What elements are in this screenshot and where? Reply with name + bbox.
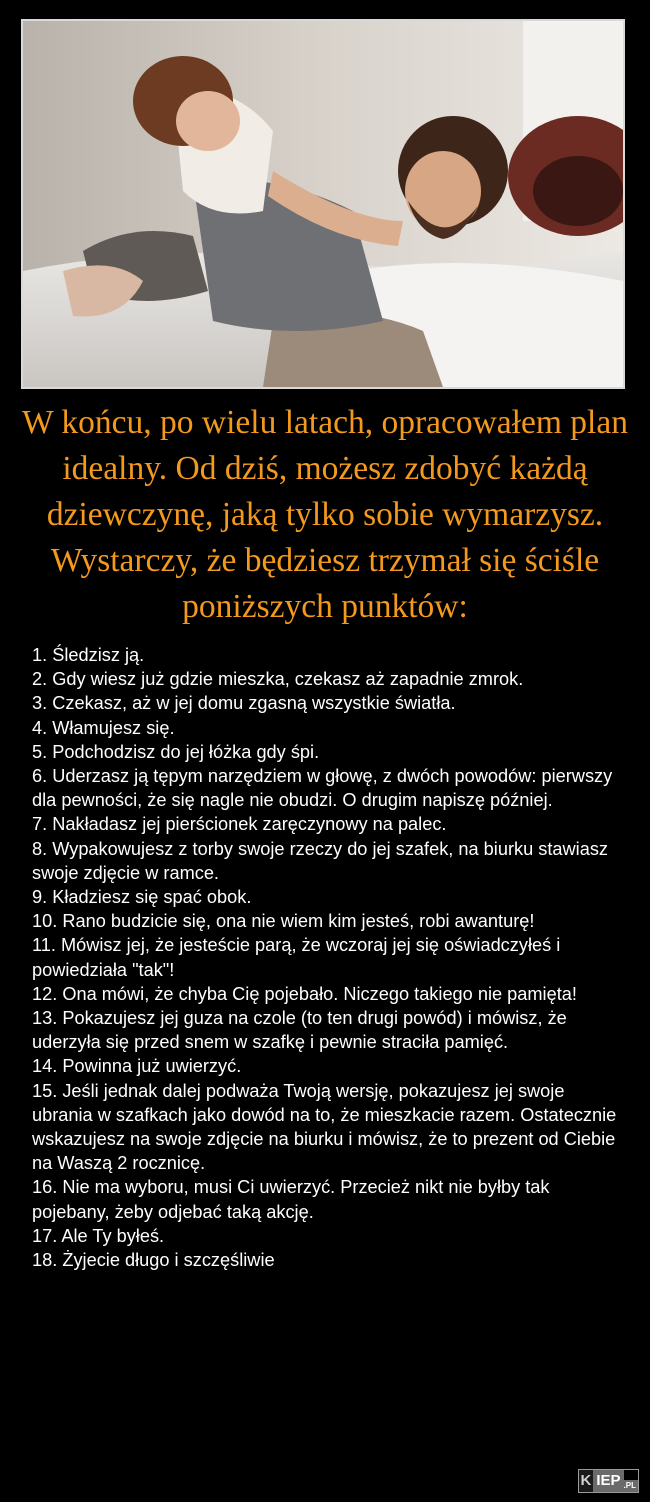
list-item: 5. Podchodzisz do jej łóżka gdy śpi. bbox=[32, 741, 320, 762]
watermark-name: IEP bbox=[593, 1470, 623, 1492]
points-list bbox=[32, 643, 626, 1272]
photo bbox=[21, 19, 625, 389]
site-watermark bbox=[578, 1469, 639, 1493]
list-item: 2. Gdy wiesz już gdzie mieszka, czekasz aż zapadnie zmrok. bbox=[32, 669, 524, 690]
headline: W końcu, po wielu latach, opracowałem plan idealny. Od dziś, możesz zdobyć każdą dziewczynę, jaką tylko sobie wymarzysz. Wystarczy, że będziesz trzymał się ściśle poniższych punktów: bbox=[22, 404, 628, 625]
list-item: 4. Włamujesz się. bbox=[32, 717, 175, 738]
watermark-suffix: .PL bbox=[623, 1481, 636, 1490]
list-item: 15. Jeśli jednak dalej podważa Twoją wersję, pokazujesz jej swoje ubrania w szafkach jako dowód na to, że mieszkacie razem. Ostatecznie wskazujesz na swoje zdjęcie na biurku i mówisz, że to prezent od Ciebie na Waszą 2 rocznicę. bbox=[32, 1080, 617, 1174]
watermark-k: K bbox=[579, 1470, 594, 1492]
list-item: 16. Nie ma wyboru, musi Ci uwierzyć. Przecież nikt nie byłby tak pojebany, żeby odjebać taką akcję. bbox=[32, 1177, 550, 1222]
list-item: 9. Kładziesz się spać obok. bbox=[32, 887, 252, 908]
couple-photo-illustration bbox=[23, 21, 623, 387]
list-item: 13. Pokazujesz jej guza na czole (to ten drugi powód) i mówisz, że uderzyła się przed snem w szafkę i pewnie straciła pamięć. bbox=[32, 1008, 567, 1053]
list-item: 3. Czekasz, aż w jej domu zgasną wszystkie światła. bbox=[32, 693, 456, 714]
list-item: 17. Ale Ty byłeś. bbox=[32, 1225, 165, 1246]
list-item: 14. Powinna już uwierzyć. bbox=[32, 1056, 242, 1077]
list-item: 8. Wypakowujesz z torby swoje rzeczy do jej szafek, na biurku stawiasz swoje zdjęcie w ramce. bbox=[32, 838, 609, 883]
list-item: 18. Żyjecie długo i szczęśliwie bbox=[32, 1250, 275, 1271]
list-item: 11. Mówisz jej, że jesteście parą, że wczoraj jej się oświadczyłeś i powiedziała "tak"! bbox=[32, 935, 561, 980]
list-item: 1. Śledzisz ją. bbox=[32, 645, 145, 665]
list-item: 6. Uderzasz ją tępym narzędziem w głowę, z dwóch powodów: pierwszy dla pewności, że się nagle nie obudzi. O drugim napiszę później. bbox=[32, 766, 613, 811]
list-item: 12. Ona mówi, że chyba Cię pojebało. Niczego takiego nie pamięta! bbox=[32, 983, 577, 1004]
list-item: 7. Nakładasz jej pierścionek zaręczynowy na palec. bbox=[32, 814, 447, 835]
list-item: 10. Rano budzicie się, ona nie wiem kim jesteś, robi awanturę! bbox=[32, 911, 535, 932]
